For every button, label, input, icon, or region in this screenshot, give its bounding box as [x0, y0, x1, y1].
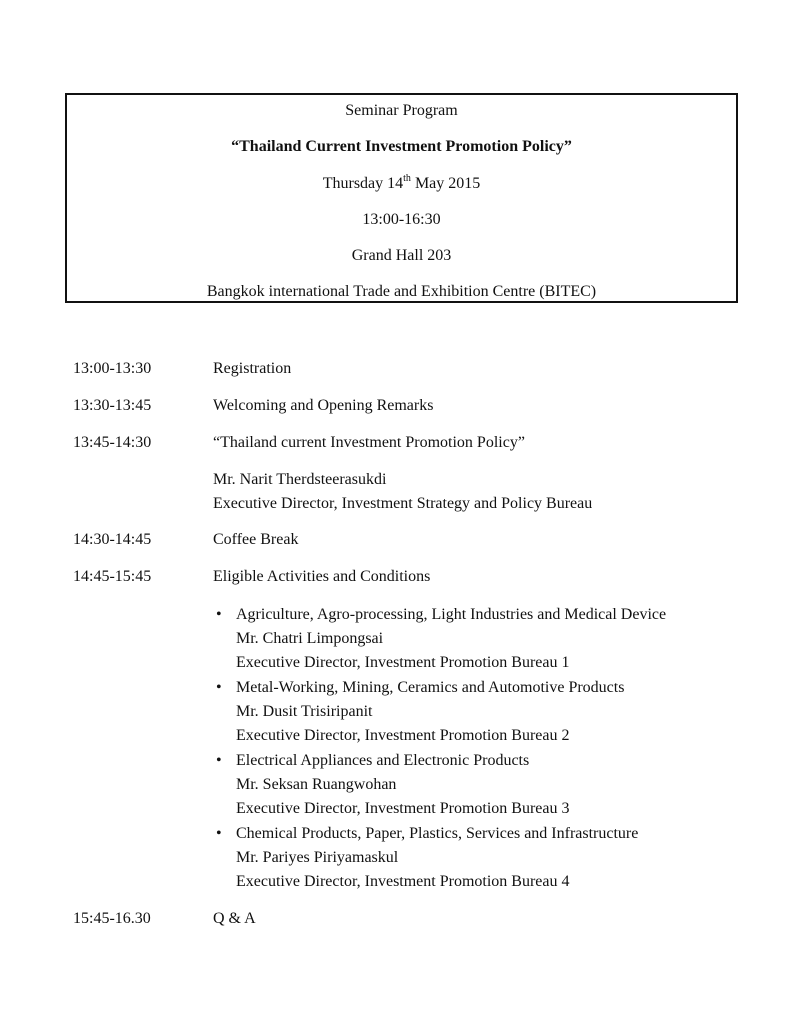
seminar-venue: Grand Hall 203: [351, 247, 452, 264]
schedule-time: 13:45-14:30: [73, 434, 152, 451]
speaker-role: Executive Director, Investment Strategy and Policy Bureau: [213, 495, 593, 512]
session-role: Executive Director, Investment Promotion Bureau 1: [236, 654, 570, 671]
speaker-name: Mr. Narit Therdsteerasukdi: [213, 471, 387, 488]
schedule-item: Coffee Break: [213, 531, 299, 548]
schedule-time: 14:30-14:45: [73, 531, 152, 548]
schedule-time: 13:30-13:45: [73, 397, 152, 414]
schedule-item: Welcoming and Opening Remarks: [213, 397, 434, 414]
session-speaker: Mr. Chatri Limpongsai: [236, 630, 384, 647]
schedule-time: 15:45-16.30: [73, 910, 151, 927]
bullet-icon: •: [216, 679, 222, 696]
schedule-item: “Thailand current Investment Promotion Policy”: [213, 434, 525, 451]
session-role: Executive Director, Investment Promotion Bureau 2: [236, 727, 570, 744]
schedule-time: 14:45-15:45: [73, 568, 152, 585]
session-role: Executive Director, Investment Promotion Bureau 4: [236, 873, 570, 890]
schedule-time: 13:00-13:30: [73, 360, 152, 377]
session-speaker: Mr. Seksan Ruangwohan: [236, 776, 397, 793]
schedule-item: Q & A: [213, 910, 256, 927]
session-topic: Metal-Working, Mining, Ceramics and Automotive Products: [236, 679, 625, 696]
session-topic: Electrical Appliances and Electronic Products: [236, 752, 530, 769]
seminar-title: “Thailand Current Investment Promotion Policy”: [231, 138, 572, 155]
session-topic: Chemical Products, Paper, Plastics, Services and Infrastructure: [236, 825, 639, 842]
session-speaker: Mr. Dusit Trisiripanit: [236, 703, 373, 720]
bullet-icon: •: [216, 606, 222, 623]
program-heading: Seminar Program: [345, 102, 458, 119]
session-topic: Agriculture, Agro-processing, Light Industries and Medical Device: [236, 606, 667, 623]
bullet-icon: •: [216, 825, 222, 842]
seminar-date: Thursday 14th May 2015: [322, 173, 481, 192]
session-speaker: Mr. Pariyes Piriyamaskul: [236, 849, 399, 866]
session-role: Executive Director, Investment Promotion Bureau 3: [236, 800, 570, 817]
bullet-icon: •: [216, 752, 222, 769]
schedule-item: Registration: [213, 360, 292, 377]
schedule-item: Eligible Activities and Conditions: [213, 568, 431, 585]
program-header-box: [65, 93, 738, 303]
seminar-time: 13:00-16:30: [362, 211, 441, 228]
seminar-venue-full: Bangkok international Trade and Exhibition Centre (BITEC): [206, 283, 597, 300]
